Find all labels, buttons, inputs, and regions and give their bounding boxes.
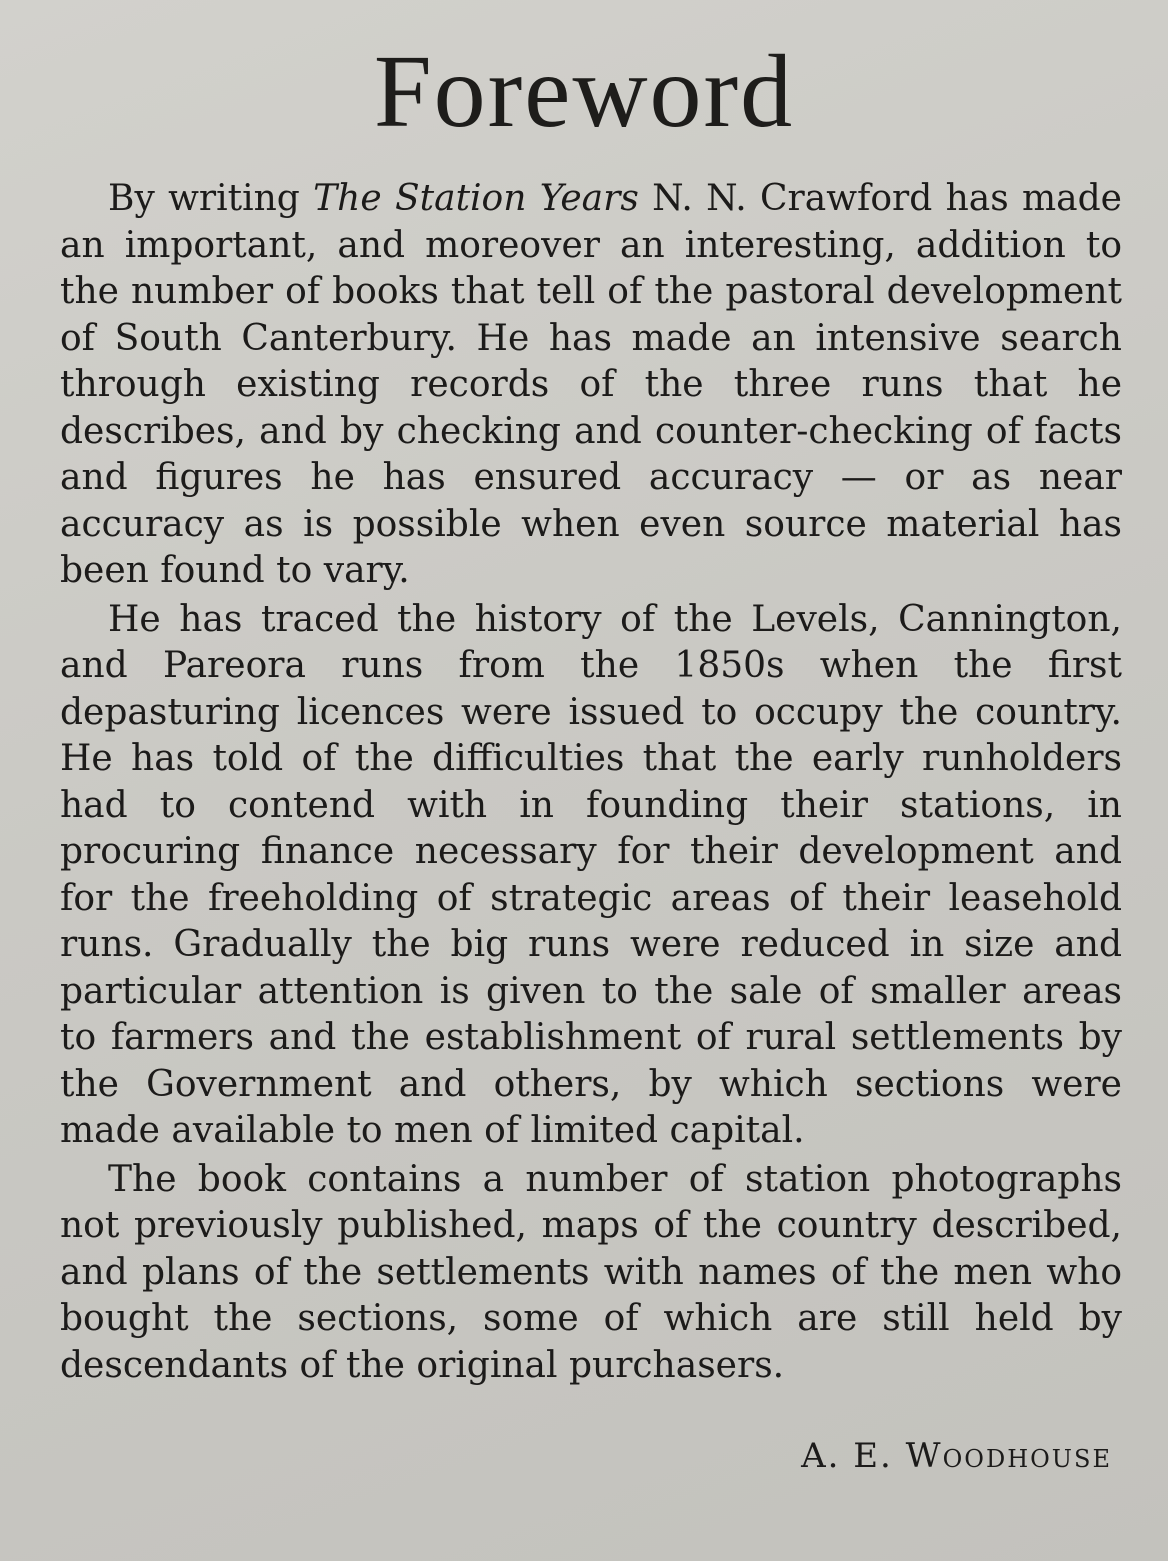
paragraph-1-lead: By writing	[108, 178, 314, 219]
paragraph-2: He has traced the history of the Levels, Cannington, and Pareora runs from the 1850s when the first depasturing licences were issued to occupy the country. He has told of the difficulties that the early runholders had to contend with in founding their stations, in procuring finance necessary for their development and for the freeholding of strategic areas of their leasehold runs. Gradually the big runs were reduced in size and particular attention is given to the sale of smaller areas to farmers and the establishment of rural settlements by the Government and others, by which sections were made available to men of limited capital.	[60, 598, 1122, 1151]
page-title: Foreword	[373, 34, 795, 149]
paragraph-1-rest: N. N. Crawford has made an important, and moreover an interesting, addition to the number of books that tell of the pastoral development of South Canterbury. He has made an intensive search through existing records of the three runs that he describes, and by checking and counter-checking of facts and figures he has ensured accuracy — or as near accuracy as is possible when even source material has been found to vary.	[60, 178, 1122, 591]
author-signature: A. E. Woodhouse	[801, 1436, 1112, 1476]
paragraph-3: The book contains a number of station photographs not previously published, maps of the country described, and plans of the settlements with names of the men who bought the sections, some of which are still held by descendants of the original purchasers.	[60, 1158, 1122, 1386]
paragraph-1	[60, 176, 1122, 595]
book-title: The Station Years	[313, 178, 639, 219]
foreword-body	[60, 176, 1122, 1389]
